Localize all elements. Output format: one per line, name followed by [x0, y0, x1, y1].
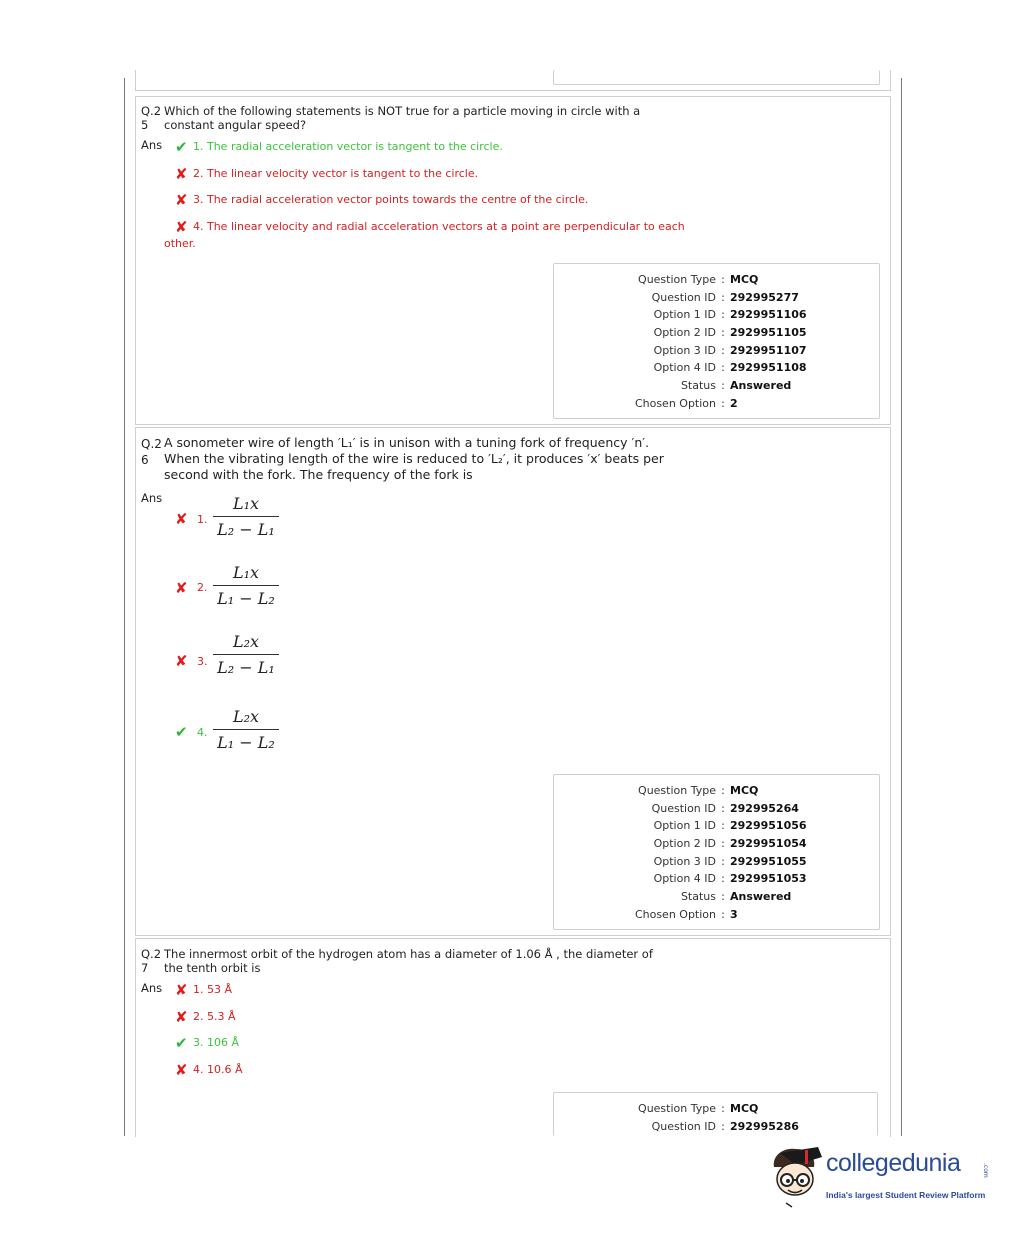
- check-icon: ✔: [175, 723, 188, 741]
- option-4-continuation: other.: [164, 237, 196, 250]
- numerator: L₁x: [213, 494, 279, 517]
- numerator: L₂x: [213, 707, 279, 730]
- ans-label: Ans: [141, 981, 163, 995]
- meta-question-type: Question Type : MCQ: [638, 273, 759, 286]
- logo-domain: .com: [982, 1163, 989, 1178]
- check-icon: ✔: [175, 138, 188, 156]
- denominator: L₂ − L₁: [217, 658, 275, 677]
- option-4[interactable]: [175, 1061, 243, 1079]
- option-label: 1. 53 Å: [193, 983, 233, 996]
- option-number: 2.: [197, 581, 208, 594]
- cross-icon: ✘: [175, 218, 188, 236]
- option-1[interactable]: [175, 981, 232, 999]
- fraction: [213, 632, 279, 677]
- check-icon: ✔: [175, 1034, 188, 1052]
- question-meta-box: [553, 774, 880, 930]
- question-text: A sonometer wire of length ′L₁′ is in unison with a tuning fork of frequency ′n′. When the vibrating length of the wire is reduced to ′L₂′, it produces ′x′ beats per second with the fork. The frequency of the fork is: [164, 435, 664, 482]
- question-number: Q.2 7: [141, 947, 162, 975]
- cross-icon: ✘: [175, 510, 188, 528]
- meta-question-id: Question ID : 292995277: [651, 290, 799, 304]
- meta-status: Status : Answered: [680, 890, 792, 904]
- cross-icon: ✘: [175, 981, 188, 999]
- numerator: L₂x: [213, 632, 279, 655]
- option-label: 1. The radial acceleration vector is tangent to the circle.: [193, 140, 503, 153]
- option-label: 4. 10.6 Å: [193, 1063, 243, 1076]
- denominator: L₁ − L₂: [217, 733, 275, 752]
- meta-status: Status : Answered: [680, 379, 792, 393]
- meta-option3-id: Option 3 ID : 2929951107: [653, 343, 807, 357]
- denominator: L₁ − L₂: [217, 589, 275, 608]
- meta-chosen-option: Chosen Option : 2: [634, 396, 738, 410]
- option-label: 2. The linear velocity vector is tangent to the circle.: [193, 167, 479, 180]
- cross-icon: ✘: [175, 579, 188, 597]
- option-2[interactable]: [175, 1008, 236, 1026]
- meta-question-id: Question ID : 292995286: [651, 1119, 799, 1133]
- question-number: Q.2 5: [141, 104, 162, 132]
- option-3[interactable]: [175, 191, 588, 209]
- meta-chosen-option: Chosen Option : 3: [634, 907, 738, 921]
- cross-icon: ✘: [175, 191, 188, 209]
- question-number: Q.2 6: [141, 437, 162, 467]
- meta-option3-id: Option 3 ID : 2929951055: [653, 854, 807, 868]
- option-number: 3.: [197, 655, 208, 668]
- cross-icon: ✘: [175, 1061, 188, 1079]
- option-2[interactable]: [175, 165, 478, 183]
- denominator: L₂ − L₁: [217, 520, 275, 539]
- meta-option2-id: Option 2 ID : 2929951105: [653, 326, 807, 340]
- option-label: 4. The linear velocity and radial acceleration vectors at a point are perpendicular to each: [193, 220, 685, 233]
- option-label: 2. 5.3 Å: [193, 1010, 236, 1023]
- cross-icon: ✘: [175, 165, 188, 183]
- page-border-right: [901, 78, 902, 1136]
- meta-option2-id: Option 2 ID : 2929951054: [653, 837, 807, 851]
- option-3[interactable]: [175, 1034, 239, 1052]
- meta-question-type: Question Type : MCQ: [638, 784, 759, 797]
- ans-label: Ans: [141, 491, 163, 505]
- mascot-icon: [766, 1143, 824, 1209]
- option-4[interactable]: [175, 218, 685, 236]
- option-1[interactable]: [175, 138, 503, 156]
- logo-wordmark: collegedunia: [826, 1149, 961, 1177]
- cross-icon: ✘: [175, 1008, 188, 1026]
- meta-option1-id: Option 1 ID : 2929951106: [653, 308, 807, 322]
- question-meta-box: [553, 1092, 878, 1136]
- option-label: 3. The radial acceleration vector points towards the centre of the circle.: [193, 193, 589, 206]
- question-text: Which of the following statements is NOT true for a particle moving in circle with a constant angular speed?: [164, 104, 641, 132]
- meta-option1-id: Option 1 ID : 2929951056: [653, 819, 807, 833]
- meta-option4-id: Option 4 ID : 2929951108: [653, 361, 807, 375]
- logo-tagline: India's largest Student Review Platform: [826, 1190, 986, 1200]
- option-number: 4.: [197, 726, 208, 739]
- question-meta-box: [553, 263, 880, 419]
- meta-question-type: Question Type : MCQ: [638, 1102, 759, 1115]
- fraction: [213, 707, 279, 752]
- question-meta-box-previous: [553, 70, 880, 85]
- cross-icon: ✘: [175, 652, 188, 670]
- option-number: 1.: [197, 513, 208, 526]
- meta-option4-id: Option 4 ID : 2929951053: [653, 872, 807, 886]
- numerator: L₁x: [213, 563, 279, 586]
- fraction: [213, 494, 279, 539]
- question-text: The innermost orbit of the hydrogen atom has a diameter of 1.06 Å , the diameter of the tenth orbit is: [164, 947, 653, 975]
- collegedunia-logo[interactable]: [766, 1143, 996, 1213]
- ans-label: Ans: [141, 138, 163, 152]
- page-border-left: [124, 78, 125, 1136]
- meta-question-id: Question ID : 292995264: [651, 801, 799, 815]
- option-label: 3. 106 Å: [193, 1036, 240, 1049]
- fraction: [213, 563, 279, 608]
